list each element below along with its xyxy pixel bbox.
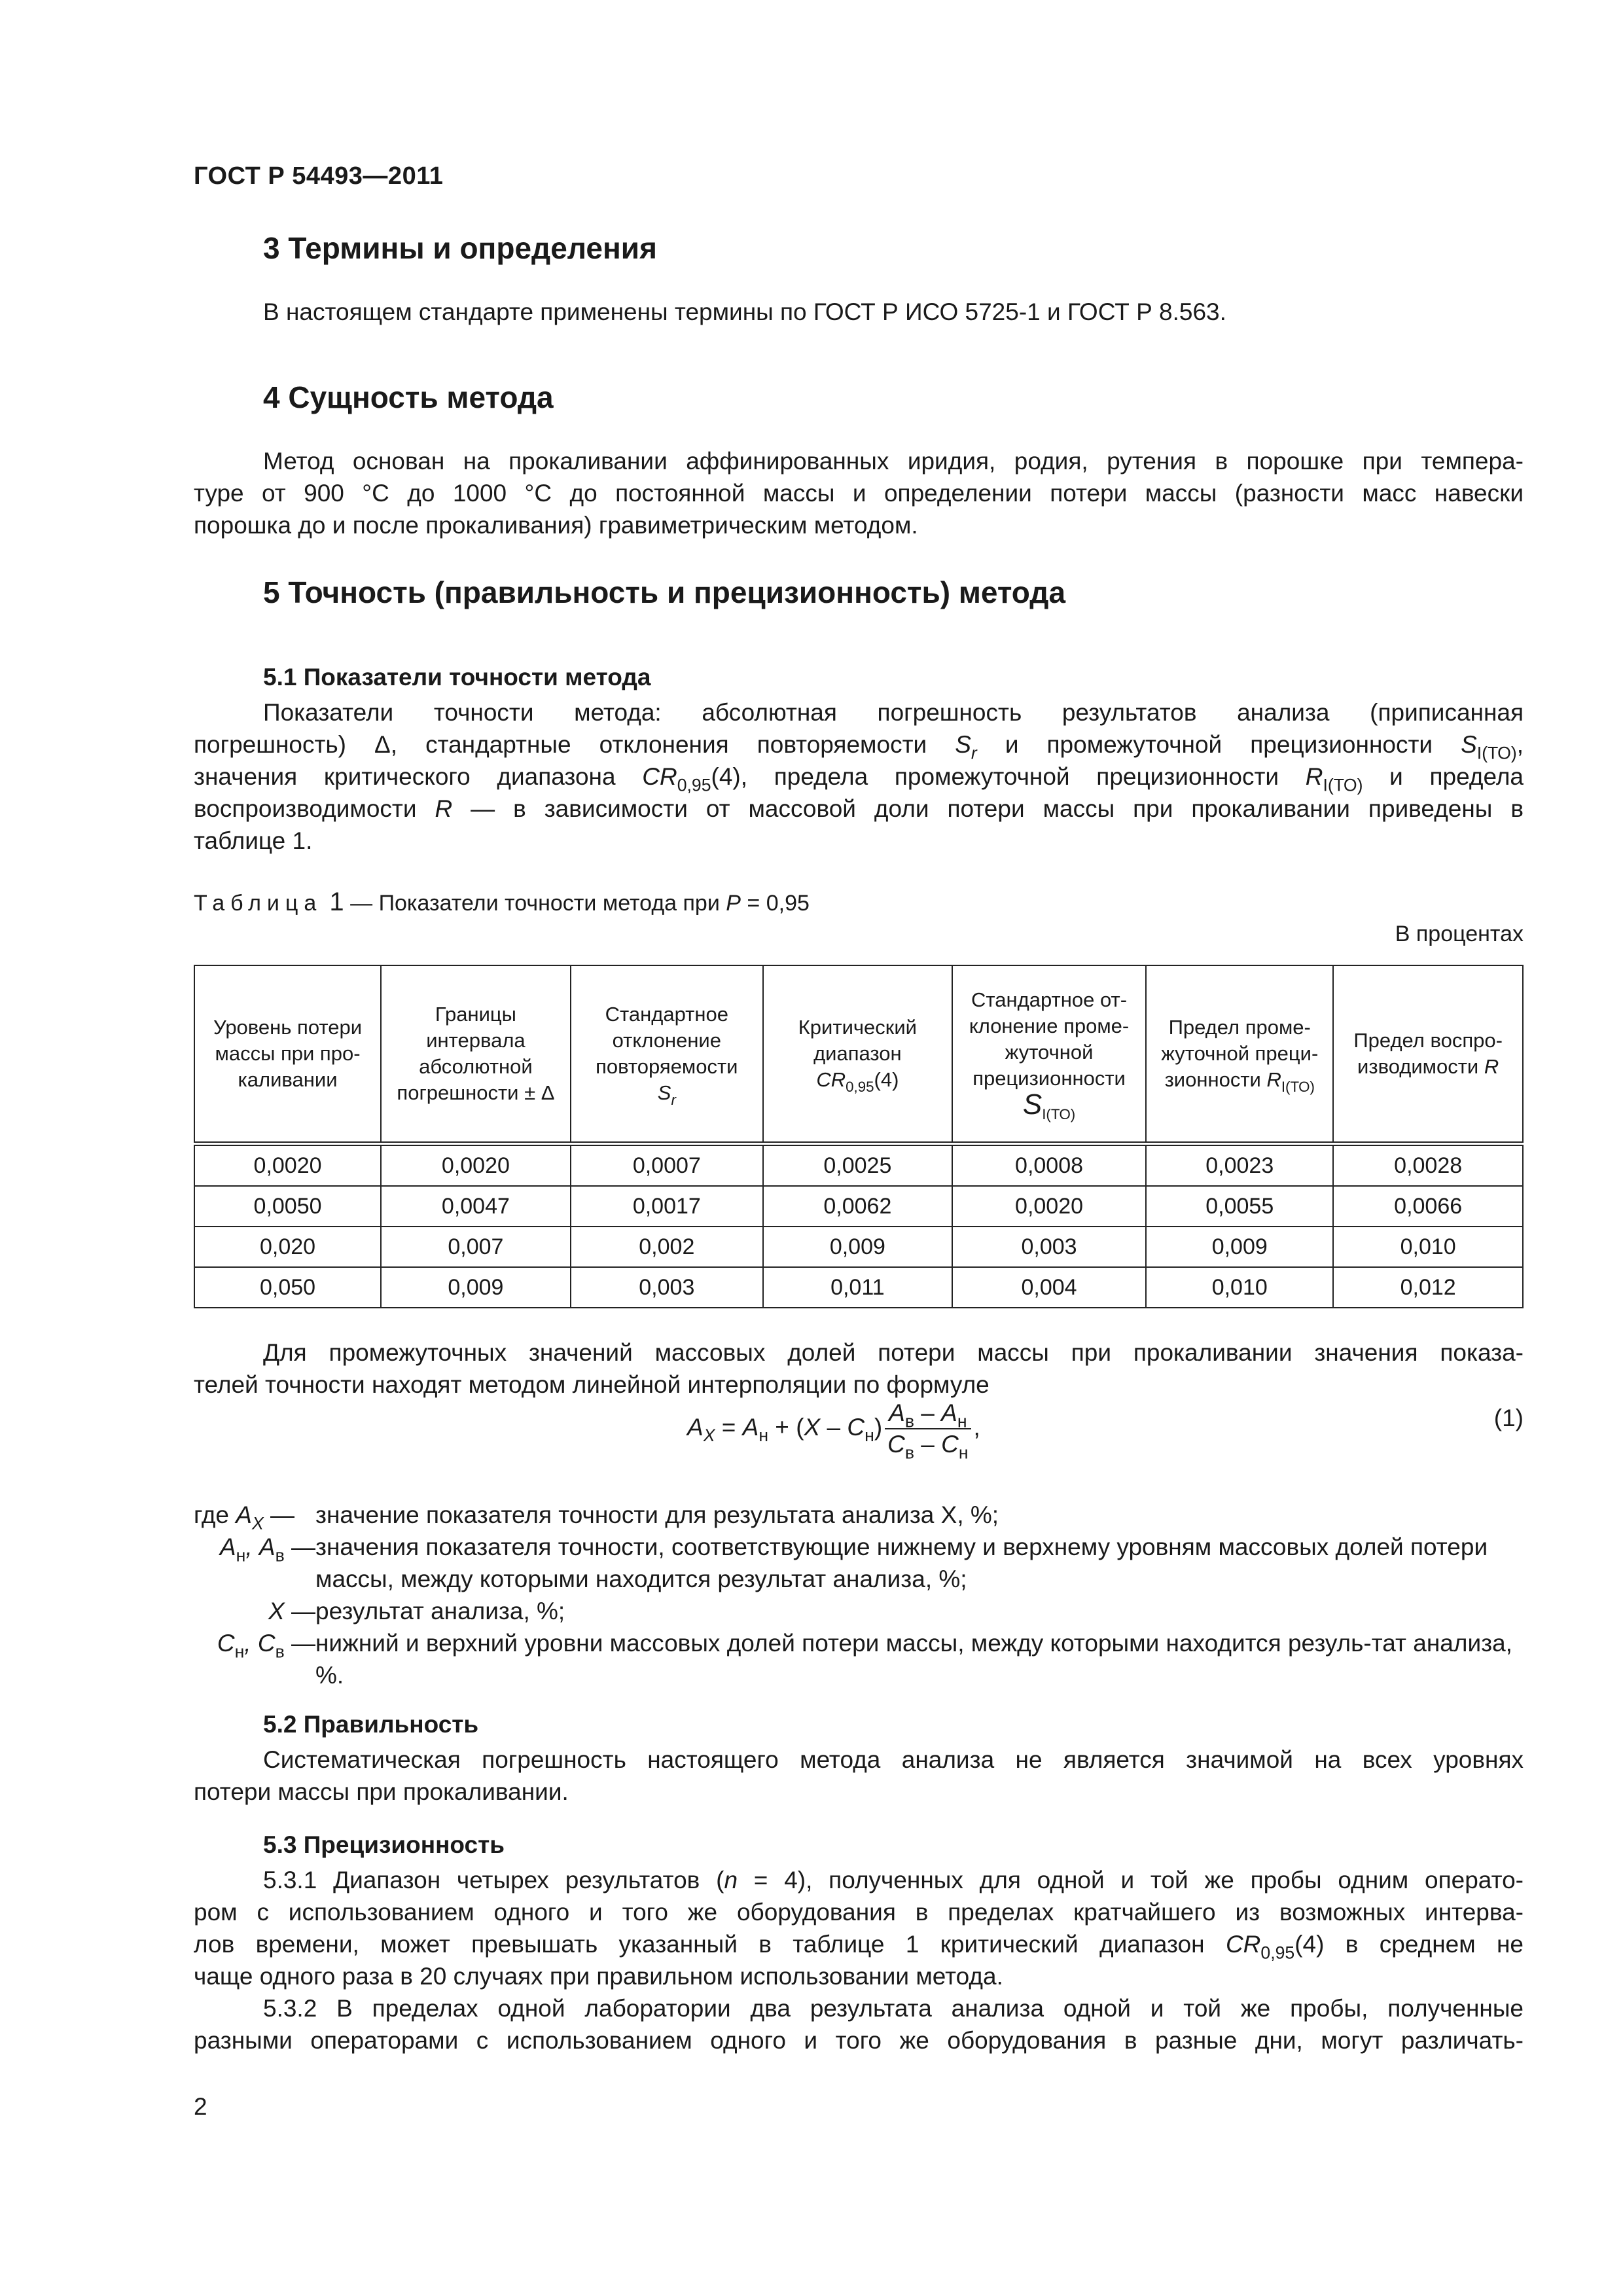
table-cell: 0,003 [952, 1227, 1146, 1267]
section-5-title: 5 Точность (правильность и прецизионность) метода [263, 575, 1066, 609]
subsection-5-1-paragraph [194, 696, 1524, 857]
paragraph-line: воспроизводимости R — в зависимости от массовой доли потери массы при прокаливании приведены в [194, 795, 1524, 822]
definition-item: X — результат анализа, %; [268, 1598, 565, 1624]
table-cell: 0,009 [381, 1267, 571, 1308]
accuracy-table [194, 965, 1524, 1308]
section-4-paragraph [194, 445, 1524, 541]
section-3-sentence: В настоящем стандарте применены термины по ГОСТ Р ИСО 5725-1 и ГОСТ Р 8.563. [263, 298, 1226, 325]
column-header: Стандартное от-клонение проме-жуточной прецизионности $S_{I(ТО)}$ [952, 965, 1146, 1144]
table-caption: Таблица 1 — Показатели точности метода при P = 0,95 [194, 888, 810, 916]
subsection-5-3-paragraphs [194, 1864, 1524, 2056]
paragraph-line: Для промежуточных значений массовых долей потери массы при прокаливании значения показа- [263, 1339, 1524, 1366]
subsection-5-2-paragraph [194, 1744, 1524, 1808]
section-3-text [194, 296, 1524, 328]
paragraph-line: Метод основан на прокаливании аффинированных иридия, родия, рутения в порошке при темпера- [263, 448, 1524, 475]
table-cell: 0,0017 [571, 1186, 763, 1227]
column-header: Критический диапазон $CR_{0,95}(4)$ [763, 965, 952, 1144]
table-cell: 0,012 [1333, 1267, 1523, 1308]
table-cell: 0,0050 [194, 1186, 381, 1227]
table-cell: 0,0020 [194, 1144, 381, 1187]
column-header: Предел проме-жуточной преци-зионности $R_{I(ТО)}$ [1146, 965, 1333, 1144]
section-3-title: 3 Термины и определения [263, 231, 657, 265]
column-header: Уровень потери массы при про-каливании [194, 965, 381, 1144]
table-cell: 0,010 [1333, 1227, 1523, 1267]
paragraph-line: ром с использованием одного и того же оборудования в пределах кратчайшего из возможных интерва- [194, 1899, 1524, 1926]
paragraph-line: порошка до и после прокаливания) гравиметрическим методом. [194, 512, 918, 539]
table-cell: 0,0025 [763, 1144, 952, 1187]
subsection-5-3-title: 5.3 Прецизионность [263, 1831, 505, 1858]
table-cell: 0,0020 [952, 1186, 1146, 1227]
table-cell: 0,003 [571, 1267, 763, 1308]
paragraph-line: значения критического диапазона $CR_{0,95}(4)$, предела промежуточной прецизионности $R_{I(ТО)}$ и предела [194, 763, 1524, 795]
definition-item: $C_н$, $C_в$ — нижний и верхний уровни массовых долей потери массы, между которыми находится резуль-тат анализа, %. [217, 1630, 1512, 1689]
table-cell: 0,007 [381, 1227, 571, 1267]
table-cell: 0,011 [763, 1267, 952, 1308]
column-header: Предел воспро-изводимости R [1333, 965, 1523, 1144]
table-row [194, 1267, 1523, 1308]
formula-fraction: $\frac{A_в - A_н}{C_в - C_н}$ [885, 1398, 971, 1460]
table-cell: 0,0047 [381, 1186, 571, 1227]
subsection-5-1-title: 5.1 Показатели точности метода [263, 664, 651, 691]
section-4-title: 4 Сущность метода [263, 380, 554, 414]
paragraph-line: таблице 1. [194, 827, 313, 854]
table-cell: 0,010 [1146, 1267, 1333, 1308]
equation-number: (1) [1493, 1405, 1524, 1431]
interpolation-paragraph [194, 1336, 1524, 1401]
table-cell: 0,0062 [763, 1186, 952, 1227]
paragraph-line: погрешность) Δ, стандартные отклонения повторяемости $S_r$ и промежуточной прецизионности $S_{I(ТО)}$, [194, 731, 1524, 763]
table-cell: 0,0028 [1333, 1144, 1523, 1187]
paragraph-line: разными операторами с использованием одного и того же оборудования в разные дни, могут различать- [194, 2027, 1524, 2054]
paragraph-line: Систематическая погрешность настоящего метода анализа не является значимой на всех уровнях [263, 1746, 1524, 1773]
paragraph-line: телей точности находят методом линейной интерполяции по формуле [194, 1371, 990, 1398]
document-code: ГОСТ Р 54493—2011 [194, 162, 444, 190]
interpolation-formula: $A_X = A_н + (X - C_н)$ $\frac{A_в - A_н}{C_в - C_н}$ , [687, 1399, 980, 1463]
table-cell: 0,002 [571, 1227, 763, 1267]
table-cell: 0,0007 [571, 1144, 763, 1187]
column-header: Границы интервала абсолютной погрешности ± Δ [381, 965, 571, 1144]
table-header-row [194, 965, 1523, 1144]
table-cell: 0,004 [952, 1267, 1146, 1308]
table-row [194, 1227, 1523, 1267]
formula-definitions [194, 1499, 1520, 1691]
paragraph-line: 5.3.2 В пределах одной лаборатории два результата анализа одной и той же пробы, полученные [263, 1995, 1524, 2022]
table-cell: 0,009 [763, 1227, 952, 1267]
table-cell: 0,0055 [1146, 1186, 1333, 1227]
table-cell: 0,009 [1146, 1227, 1333, 1267]
page-number: 2 [194, 2093, 207, 2120]
definition-item: $A_н$, $A_в$ — значения показателя точности, соответствующие нижнему и верхнему уровням массовых долей потери массы, между которыми находится результат анализа, %; [219, 1534, 1488, 1592]
paragraph-line: Показатели точности метода: абсолютная погрешность результатов анализа (приписанная [263, 699, 1524, 726]
table-cell: 0,0008 [952, 1144, 1146, 1187]
table-cell: 0,0066 [1333, 1186, 1523, 1227]
table-cell: 0,050 [194, 1267, 381, 1308]
table-units: В процентах [1395, 922, 1524, 946]
column-header: Стандартное отклонение повторяемости $S_r$ [571, 965, 763, 1144]
definition-item: где $A_X$ — значение показателя точности для результата анализа X, %; [194, 1501, 999, 1534]
paragraph-line: туре от 900 °С до 1000 °С до постоянной массы и определении потери массы (разности масс навески [194, 480, 1524, 507]
table-cell: 0,0023 [1146, 1144, 1333, 1187]
table-cell: 0,0020 [381, 1144, 571, 1187]
paragraph-line: потери массы при прокаливании. [194, 1778, 569, 1805]
paragraph-line: лов времени, может превышать указанный в таблице 1 критический диапазон $CR_{0,95}(4)$ в среднем не [194, 1931, 1524, 1963]
table-row [194, 1144, 1523, 1187]
table-cell: 0,020 [194, 1227, 381, 1267]
paragraph-line: 5.3.1 Диапазон четырех результатов (n = 4), полученных для одной и той же пробы одним операто- [263, 1867, 1524, 1893]
paragraph-line: чаще одного раза в 20 случаях при правильном использовании метода. [194, 1963, 1003, 1990]
table-row [194, 1186, 1523, 1227]
subsection-5-2-title: 5.2 Правильность [263, 1711, 479, 1738]
